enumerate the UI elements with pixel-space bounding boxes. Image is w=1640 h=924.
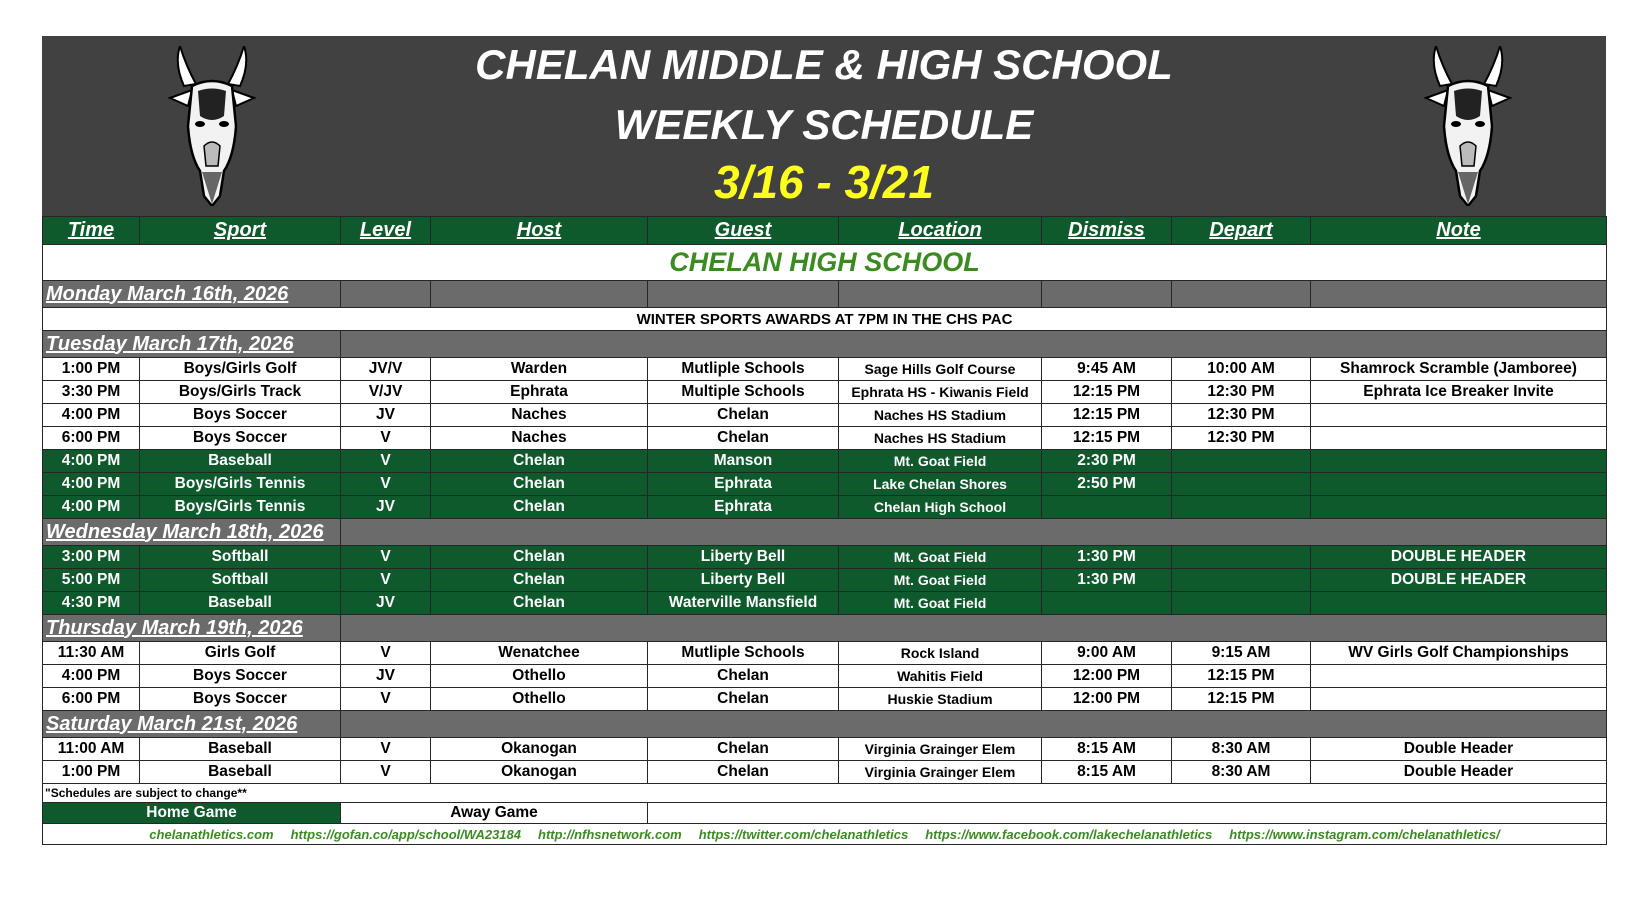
game-depart-cell xyxy=(1172,450,1311,473)
game-host-cell: Othello xyxy=(431,688,648,711)
game-note-cell: DOUBLE HEADER xyxy=(1311,569,1607,592)
game-location-cell: Mt. Goat Field xyxy=(839,546,1042,569)
game-host-cell: Warden xyxy=(431,358,648,381)
game-sport-cell: Baseball xyxy=(140,738,341,761)
game-dismiss-cell: 12:00 PM xyxy=(1042,688,1172,711)
away-game-row xyxy=(43,358,1607,381)
schedule-sheet xyxy=(42,36,1606,845)
game-sport-cell: Boys Soccer xyxy=(140,427,341,450)
day-row xyxy=(43,281,1607,308)
home-game-row xyxy=(43,569,1607,592)
game-depart-cell: 12:30 PM xyxy=(1172,404,1311,427)
game-note-cell: WV Girls Golf Championships xyxy=(1311,642,1607,665)
game-level-cell: V xyxy=(341,738,431,761)
game-sport-cell: Baseball xyxy=(140,592,341,615)
links-cell xyxy=(43,824,1607,845)
legend-home-game: Home Game xyxy=(43,803,341,824)
game-time-cell: 5:00 PM xyxy=(43,569,140,592)
game-time-cell: 1:00 PM xyxy=(43,761,140,784)
game-level-cell: JV xyxy=(341,496,431,519)
game-guest-cell: Chelan xyxy=(648,688,839,711)
game-guest-cell: Chelan xyxy=(648,427,839,450)
game-sport-cell: Softball xyxy=(140,546,341,569)
day-label: Wednesday March 18th, 2026 xyxy=(43,519,341,546)
game-guest-cell: Chelan xyxy=(648,404,839,427)
game-sport-cell: Boys/Girls Tennis xyxy=(140,496,341,519)
game-note-cell xyxy=(1311,450,1607,473)
game-note-cell xyxy=(1311,665,1607,688)
game-dismiss-cell xyxy=(1042,592,1172,615)
game-guest-cell: Ephrata xyxy=(648,496,839,519)
day-band-cell xyxy=(341,711,1607,738)
game-level-cell: V xyxy=(341,569,431,592)
game-dismiss-cell: 12:15 PM xyxy=(1042,427,1172,450)
game-depart-cell: 12:15 PM xyxy=(1172,665,1311,688)
home-game-row xyxy=(43,450,1607,473)
game-dismiss-cell: 12:00 PM xyxy=(1042,665,1172,688)
date-range: 3/16 - 3/21 xyxy=(714,156,934,208)
day-row xyxy=(43,331,1607,358)
school-name-row xyxy=(43,245,1607,281)
home-game-row xyxy=(43,592,1607,615)
game-note-cell: DOUBLE HEADER xyxy=(1311,546,1607,569)
day-band-cell xyxy=(341,519,1607,546)
game-host-cell: Othello xyxy=(431,665,648,688)
game-level-cell: V xyxy=(341,450,431,473)
column-header-sport: Sport xyxy=(140,217,341,245)
game-time-cell: 3:30 PM xyxy=(43,381,140,404)
game-depart-cell xyxy=(1172,496,1311,519)
day-band-cell xyxy=(341,615,1607,642)
game-note-cell: Double Header xyxy=(1311,738,1607,761)
game-sport-cell: Baseball xyxy=(140,450,341,473)
legend-blank-cell xyxy=(648,803,1607,824)
day-notice: WINTER SPORTS AWARDS AT 7PM IN THE CHS PAC xyxy=(43,308,1607,331)
game-host-cell: Okanogan xyxy=(431,738,648,761)
column-header-depart: Depart xyxy=(1172,217,1311,245)
game-time-cell: 1:00 PM xyxy=(43,358,140,381)
footer-links xyxy=(43,827,1606,842)
game-guest-cell: Mutliple Schools xyxy=(648,358,839,381)
game-depart-cell: 9:15 AM xyxy=(1172,642,1311,665)
day-row xyxy=(43,615,1607,642)
game-guest-cell: Waterville Mansfield xyxy=(648,592,839,615)
day-label: Monday March 16th, 2026 xyxy=(43,281,341,308)
game-time-cell: 4:00 PM xyxy=(43,404,140,427)
game-note-cell xyxy=(1311,496,1607,519)
game-guest-cell: Manson xyxy=(648,450,839,473)
game-sport-cell: Boys/Girls Tennis xyxy=(140,473,341,496)
legend-row xyxy=(43,803,1607,824)
game-dismiss-cell: 2:30 PM xyxy=(1042,450,1172,473)
away-game-row xyxy=(43,738,1607,761)
game-time-cell: 4:00 PM xyxy=(43,473,140,496)
game-level-cell: V xyxy=(341,427,431,450)
school-name: CHELAN HIGH SCHOOL xyxy=(43,245,1607,281)
game-location-cell: Virginia Grainger Elem xyxy=(839,738,1042,761)
game-depart-cell xyxy=(1172,473,1311,496)
game-depart-cell xyxy=(1172,569,1311,592)
day-row xyxy=(43,711,1607,738)
game-location-cell: Mt. Goat Field xyxy=(839,592,1042,615)
game-host-cell: Chelan xyxy=(431,569,648,592)
game-dismiss-cell: 9:00 AM xyxy=(1042,642,1172,665)
game-level-cell: JV xyxy=(341,665,431,688)
day-band-cell xyxy=(431,281,648,308)
game-host-cell: Okanogan xyxy=(431,761,648,784)
game-host-cell: Chelan xyxy=(431,473,648,496)
game-note-cell: Ephrata Ice Breaker Invite xyxy=(1311,381,1607,404)
schedule-header xyxy=(42,36,1606,216)
day-band-cell xyxy=(341,331,1607,358)
game-location-cell: Virginia Grainger Elem xyxy=(839,761,1042,784)
day-band-cell xyxy=(341,281,431,308)
game-sport-cell: Girls Golf xyxy=(140,642,341,665)
game-time-cell: 4:30 PM xyxy=(43,592,140,615)
away-game-row xyxy=(43,381,1607,404)
game-dismiss-cell: 2:50 PM xyxy=(1042,473,1172,496)
disclaimer-row xyxy=(43,784,1607,803)
disclaimer-text: "Schedules are subject to change** xyxy=(43,784,1607,803)
game-host-cell: Chelan xyxy=(431,450,648,473)
game-host-cell: Naches xyxy=(431,404,648,427)
day-label: Thursday March 19th, 2026 xyxy=(43,615,341,642)
game-guest-cell: Liberty Bell xyxy=(648,569,839,592)
game-location-cell: Lake Chelan Shores xyxy=(839,473,1042,496)
home-game-row xyxy=(43,546,1607,569)
game-location-cell: Mt. Goat Field xyxy=(839,569,1042,592)
footer-link[interactable]: https://twitter.com/chelanathletics xyxy=(698,826,909,842)
game-dismiss-cell: 8:15 AM xyxy=(1042,761,1172,784)
away-game-row xyxy=(43,404,1607,427)
game-host-cell: Wenatchee xyxy=(431,642,648,665)
game-time-cell: 6:00 PM xyxy=(43,688,140,711)
game-level-cell: V/JV xyxy=(341,381,431,404)
column-header-note: Note xyxy=(1311,217,1607,245)
game-note-cell xyxy=(1311,688,1607,711)
title-line-2: WEEKLY SCHEDULE xyxy=(614,101,1034,148)
game-dismiss-cell: 8:15 AM xyxy=(1042,738,1172,761)
column-header-row xyxy=(43,217,1607,245)
game-host-cell: Chelan xyxy=(431,496,648,519)
day-band-cell xyxy=(839,281,1042,308)
game-guest-cell: Mutliple Schools xyxy=(648,642,839,665)
game-time-cell: 11:00 AM xyxy=(43,738,140,761)
game-sport-cell: Boys/Girls Track xyxy=(140,381,341,404)
game-depart-cell xyxy=(1172,546,1311,569)
game-time-cell: 3:00 PM xyxy=(43,546,140,569)
home-game-row xyxy=(43,496,1607,519)
away-game-row xyxy=(43,665,1607,688)
game-guest-cell: Chelan xyxy=(648,665,839,688)
schedule-table xyxy=(42,216,1607,845)
home-game-row xyxy=(43,473,1607,496)
day-band-cell xyxy=(1172,281,1311,308)
game-note-cell xyxy=(1311,427,1607,450)
game-sport-cell: Boys Soccer xyxy=(140,404,341,427)
footer-link[interactable]: https://gofan.co/app/school/WA23184 xyxy=(290,826,521,842)
game-sport-cell: Softball xyxy=(140,569,341,592)
game-level-cell: V xyxy=(341,546,431,569)
game-dismiss-cell xyxy=(1042,496,1172,519)
game-sport-cell: Boys Soccer xyxy=(140,688,341,711)
footer-link[interactable]: https://www.facebook.com/lakechelanathletics xyxy=(925,826,1213,842)
game-host-cell: Chelan xyxy=(431,546,648,569)
game-time-cell: 4:00 PM xyxy=(43,496,140,519)
game-depart-cell: 8:30 AM xyxy=(1172,738,1311,761)
day-label: Tuesday March 17th, 2026 xyxy=(43,331,341,358)
game-note-cell xyxy=(1311,473,1607,496)
game-note-cell xyxy=(1311,404,1607,427)
column-header-location: Location xyxy=(839,217,1042,245)
game-note-cell xyxy=(1311,592,1607,615)
game-location-cell: Chelan High School xyxy=(839,496,1042,519)
day-label: Saturday March 21st, 2026 xyxy=(43,711,341,738)
footer-link[interactable]: chelanathletics.com xyxy=(149,826,274,842)
schedule-body xyxy=(43,245,1607,845)
column-header-time: Time xyxy=(43,217,140,245)
game-level-cell: JV/V xyxy=(341,358,431,381)
game-depart-cell: 12:30 PM xyxy=(1172,381,1311,404)
game-location-cell: Naches HS Stadium xyxy=(839,404,1042,427)
game-time-cell: 4:00 PM xyxy=(43,450,140,473)
game-location-cell: Naches HS Stadium xyxy=(839,427,1042,450)
game-dismiss-cell: 9:45 AM xyxy=(1042,358,1172,381)
column-header-dismiss: Dismiss xyxy=(1042,217,1172,245)
notice-row xyxy=(43,308,1607,331)
day-band-cell xyxy=(648,281,839,308)
title-line-1: CHELAN MIDDLE & HIGH SCHOOL xyxy=(475,41,1173,88)
game-guest-cell: Liberty Bell xyxy=(648,546,839,569)
game-guest-cell: Ephrata xyxy=(648,473,839,496)
game-sport-cell: Boys Soccer xyxy=(140,665,341,688)
game-location-cell: Rock Island xyxy=(839,642,1042,665)
game-location-cell: Mt. Goat Field xyxy=(839,450,1042,473)
day-band-cell xyxy=(1042,281,1172,308)
game-guest-cell: Chelan xyxy=(648,738,839,761)
game-location-cell: Sage Hills Golf Course xyxy=(839,358,1042,381)
away-game-row xyxy=(43,688,1607,711)
game-depart-cell: 10:00 AM xyxy=(1172,358,1311,381)
game-guest-cell: Multiple Schools xyxy=(648,381,839,404)
game-depart-cell: 12:30 PM xyxy=(1172,427,1311,450)
game-dismiss-cell: 12:15 PM xyxy=(1042,381,1172,404)
game-level-cell: V xyxy=(341,642,431,665)
away-game-row xyxy=(43,761,1607,784)
game-dismiss-cell: 1:30 PM xyxy=(1042,569,1172,592)
away-game-row xyxy=(43,427,1607,450)
game-location-cell: Ephrata HS - Kiwanis Field xyxy=(839,381,1042,404)
game-time-cell: 6:00 PM xyxy=(43,427,140,450)
game-host-cell: Naches xyxy=(431,427,648,450)
legend-away-game: Away Game xyxy=(341,803,648,824)
game-level-cell: V xyxy=(341,473,431,496)
column-header-level: Level xyxy=(341,217,431,245)
column-header-guest: Guest xyxy=(648,217,839,245)
game-note-cell: Double Header xyxy=(1311,761,1607,784)
day-band-cell xyxy=(1311,281,1607,308)
game-dismiss-cell: 1:30 PM xyxy=(1042,546,1172,569)
game-sport-cell: Boys/Girls Golf xyxy=(140,358,341,381)
goat-head-icon xyxy=(1418,46,1518,206)
game-time-cell: 4:00 PM xyxy=(43,665,140,688)
game-time-cell: 11:30 AM xyxy=(43,642,140,665)
away-game-row xyxy=(43,642,1607,665)
links-row xyxy=(43,824,1607,845)
column-header-host: Host xyxy=(431,217,648,245)
game-level-cell: JV xyxy=(341,404,431,427)
day-row xyxy=(43,519,1607,546)
game-note-cell: Shamrock Scramble (Jamboree) xyxy=(1311,358,1607,381)
game-level-cell: V xyxy=(341,688,431,711)
footer-link[interactable]: http://nfhsnetwork.com xyxy=(538,826,682,842)
game-level-cell: JV xyxy=(341,592,431,615)
game-depart-cell: 8:30 AM xyxy=(1172,761,1311,784)
footer-link[interactable]: https://www.instagram.com/chelanathletics/ xyxy=(1229,826,1500,842)
game-location-cell: Wahitis Field xyxy=(839,665,1042,688)
game-guest-cell: Chelan xyxy=(648,761,839,784)
game-level-cell: V xyxy=(341,761,431,784)
game-sport-cell: Baseball xyxy=(140,761,341,784)
game-location-cell: Huskie Stadium xyxy=(839,688,1042,711)
game-depart-cell: 12:15 PM xyxy=(1172,688,1311,711)
game-host-cell: Chelan xyxy=(431,592,648,615)
game-host-cell: Ephrata xyxy=(431,381,648,404)
game-dismiss-cell: 12:15 PM xyxy=(1042,404,1172,427)
game-depart-cell xyxy=(1172,592,1311,615)
